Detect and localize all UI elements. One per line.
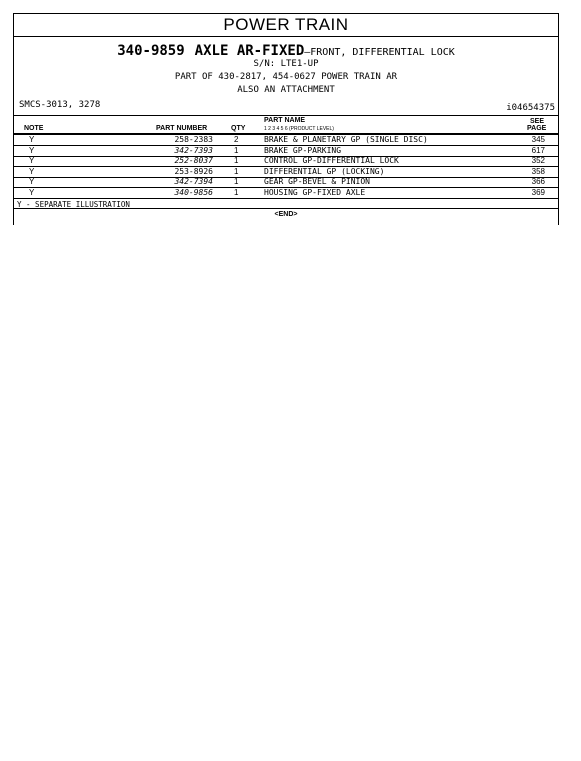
row-see-page: 369 bbox=[531, 188, 545, 197]
row-part-number: 342-7393 bbox=[174, 145, 213, 155]
row-note: Y bbox=[29, 177, 35, 187]
attachment-note: ALSO AN ATTACHMENT bbox=[237, 85, 335, 95]
col-part-number: PART NUMBER bbox=[156, 125, 208, 132]
assembly-name: AXLE AR-FIXED bbox=[194, 43, 305, 59]
col-see: SEE bbox=[530, 118, 545, 125]
section-title: POWER TRAIN bbox=[13, 13, 559, 37]
assembly-part-number: 340-9859 bbox=[117, 43, 185, 59]
row-note: Y bbox=[29, 166, 35, 176]
assembly-heading bbox=[13, 42, 559, 60]
table-row bbox=[13, 135, 559, 146]
header-divider bbox=[13, 115, 559, 116]
table-row bbox=[13, 167, 559, 178]
row-note: Y bbox=[29, 188, 35, 197]
row-see-page: 352 bbox=[531, 156, 545, 166]
row-note: Y bbox=[29, 135, 35, 144]
serial-number: S/N: LTE1-UP bbox=[253, 59, 319, 69]
table-row bbox=[13, 177, 559, 188]
table-row bbox=[13, 188, 559, 199]
part-of-line: PART OF 430-2817, 454-0627 POWER TRAIN AR bbox=[174, 72, 398, 82]
row-see-page: 617 bbox=[531, 145, 545, 155]
row-qty: 1 bbox=[234, 156, 239, 166]
row-part-number: 342-7394 bbox=[174, 177, 213, 187]
row-part-name: CONTROL GP-DIFFERENTIAL LOCK bbox=[264, 156, 399, 166]
col-note: NOTE bbox=[24, 125, 44, 132]
row-qty: 1 bbox=[234, 166, 239, 176]
illustration-id: i04654375 bbox=[506, 103, 555, 113]
row-see-page: 345 bbox=[531, 135, 545, 144]
col-qty: QTY bbox=[231, 125, 246, 132]
assembly-subtitle: —FRONT, DIFFERENTIAL LOCK bbox=[304, 47, 455, 58]
row-see-page: 366 bbox=[531, 177, 545, 187]
row-qty: 2 bbox=[234, 135, 239, 144]
row-part-number: 253-8926 bbox=[174, 166, 213, 176]
footnote-divider bbox=[13, 208, 559, 209]
row-part-name: BRAKE GP-PARKING bbox=[264, 145, 342, 155]
col-part-name: PART NAME bbox=[264, 117, 306, 124]
row-part-name: HOUSING GP-FIXED AXLE bbox=[264, 188, 366, 197]
row-part-number: 340-9856 bbox=[174, 188, 213, 197]
row-part-name: GEAR GP-BEVEL & PINION bbox=[264, 177, 370, 187]
smcs-codes: SMCS-3013, 3278 bbox=[19, 100, 101, 110]
row-qty: 1 bbox=[234, 145, 239, 155]
row-see-page: 358 bbox=[531, 166, 545, 176]
row-part-name: BRAKE & PLANETARY GP (SINGLE DISC) bbox=[264, 135, 428, 144]
end-marker: <END> bbox=[274, 211, 298, 218]
row-note: Y bbox=[29, 156, 35, 166]
table-row bbox=[13, 156, 559, 167]
col-page: PAGE bbox=[527, 125, 547, 132]
col-product-levels: 1 2 3 4 5 6 (PRODUCT LEVEL) bbox=[264, 126, 334, 132]
row-part-name: DIFFERENTIAL GP (LOCKING) bbox=[264, 166, 385, 176]
row-note: Y bbox=[29, 145, 35, 155]
footnote: Y - SEPARATE ILLUSTRATION bbox=[17, 200, 130, 209]
row-part-number: 258-2383 bbox=[174, 135, 213, 144]
row-qty: 1 bbox=[234, 188, 239, 197]
table-row bbox=[13, 146, 559, 157]
row-qty: 1 bbox=[234, 177, 239, 187]
row-part-number: 252-8037 bbox=[174, 156, 213, 166]
